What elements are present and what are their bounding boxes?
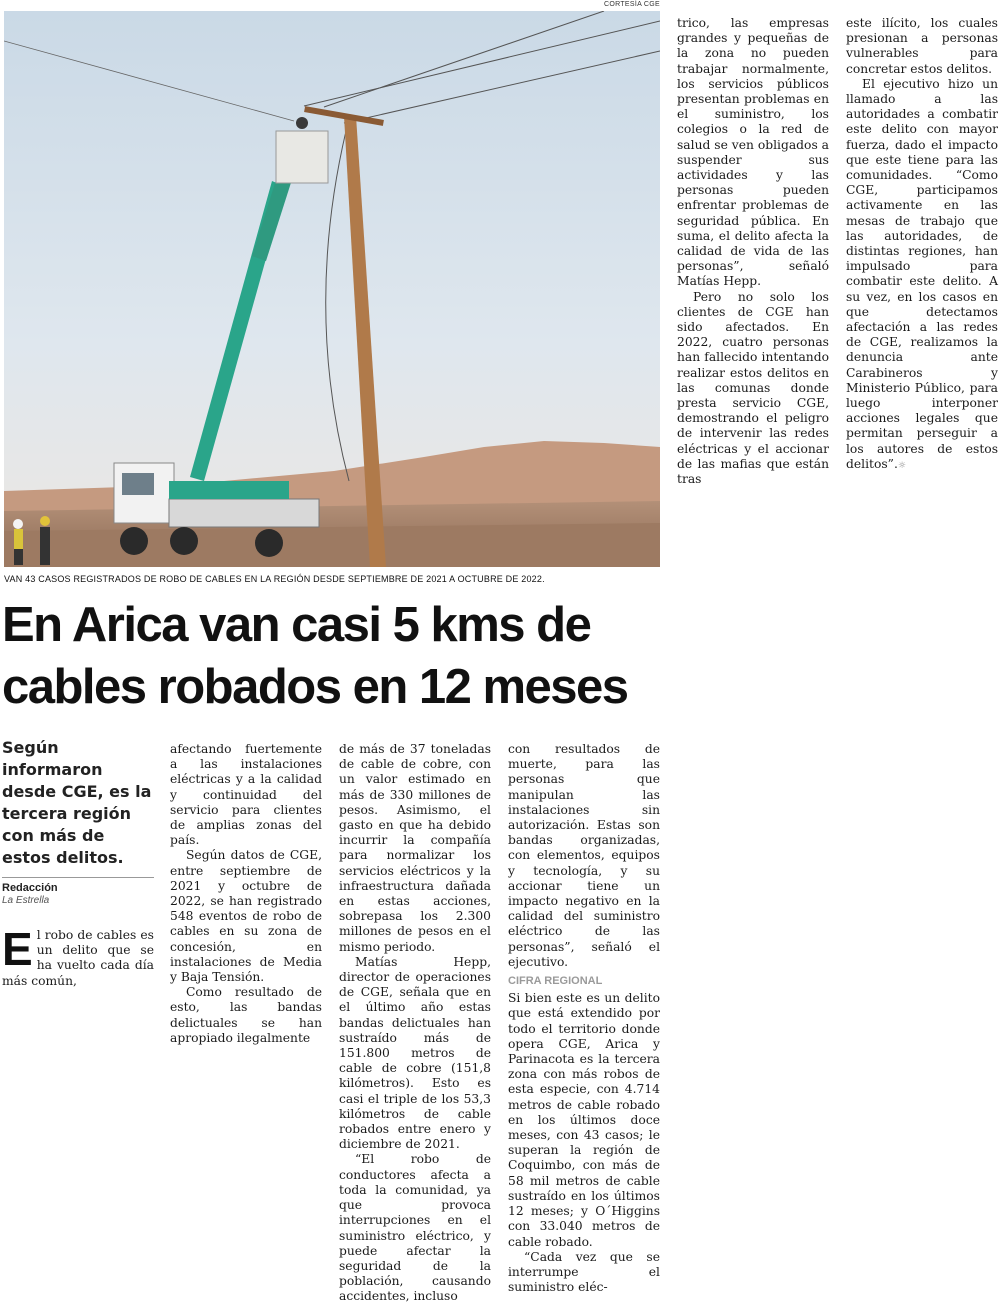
- article-paragraph: este ilícito, los cuales presionan a personas vulnerables para concretar estos delitos.: [846, 16, 998, 76]
- article-column-6: [846, 16, 998, 474]
- paragraph-text: El ejecutivo hizo un llamado a las autoridades a combatir este delito con mayor fuerza, dado el impacto que este tiene para las comunidades. “Como CGE, participamos activamente en las mesas de trabajo que las autoridades, de distintas regiones, han impulsado para combatir este delito. A su vez, en los casos en que detectamos afectación a las redes de CGE, realizamos la denuncia ante Carabineros y Ministerio Público, para luego interponer acciones legales que permitan perseguir a los autores de estos delitos”.: [846, 76, 998, 471]
- article-paragraph: Como resultado de esto, las bandas delictuales se han apropiado ilegalmente: [170, 985, 322, 1045]
- article-paragraph: Matías Hepp, director de operaciones de CGE, señala que en el último año estas bandas delictuales han sustraído más de 151.800 metros de cable de cobre (151,8 kilómetros). Esto es casi el triple de los 53,3 kilómetros de cable robados entre enero y diciembre de 2021.: [339, 954, 491, 1152]
- article-paragraph: “El robo de conductores afecta a toda la comunidad, ya que provoca interrupciones en el suministro eléctrico, y puede afectar la seguridad de la población, causando accidentes, incluso: [339, 1152, 491, 1304]
- article-paragraph: de más de 37 toneladas de cable de cobre, con un valor estimado en más de 330 millones de pesos. Asimismo, el gasto en que ha debido incurrir la compañía para normalizar los servicios eléctricos y la infraestructura dañada en estas acciones, sobrepasa los 2.300 millones de pesos en el mismo periodo.: [339, 742, 491, 954]
- article-paragraph: “Cada vez que se interrumpe el suministro eléc-: [508, 1249, 660, 1295]
- article-column-5: [677, 16, 829, 487]
- byline-divider: [2, 877, 154, 878]
- end-mark-icon: ☼: [897, 460, 906, 471]
- byline-source: La Estrella: [2, 895, 50, 906]
- article-paragraph: [2, 923, 154, 989]
- paragraph-text: l robo de cables es un delito que se ha vuelto cada día más común,: [2, 928, 154, 988]
- byline-author: Redacción: [2, 882, 58, 894]
- article-paragraph: con resultados de muerte, para las personas que manipulan las instalaciones sin autorización. Estas son bandas organizadas, con elementos, equipos y tecnología, y su accionar tiene un impacto negativo en la calidad del suministro eléctrico de las personas”, señaló el ejecutivo.: [508, 742, 660, 969]
- lead-summary: Según informaron desde CGE, es la tercera región con más de estos delitos.: [2, 738, 152, 867]
- article-photo: [4, 11, 660, 567]
- article-paragraph: Si bien este es un delito que está extendido por todo el territorio donde opera CGE, Arica y Parinacota es la tercera zona con más robos de esta especie, con 4.714 metros de cable robado en los últimos doce meses, con 43 casos; le superan la región de Coquimbo, con más de 58 mil metros de cable sustraído en los últimos 12 meses; y O´Higgins con 33.040 metros de cable robado.: [508, 991, 660, 1249]
- bucket-truck-photo: [4, 11, 660, 567]
- article-paragraph: [846, 77, 998, 474]
- article-column-3: [339, 742, 491, 1305]
- article-column-2: [170, 742, 322, 1046]
- photo-caption: VAN 43 CASOS REGISTRADOS DE ROBO DE CABLES EN LA REGIÓN DESDE SEPTIEMBRE DE 2021 A OCTUBRE DE 2022.: [4, 574, 545, 584]
- photo-credit: CORTESÍA CGE: [604, 1, 660, 8]
- article-paragraph: Según datos de CGE, entre septiembre de 2021 y octubre de 2022, se han registrado 548 eventos de robo de cables en su zona de concesión, en instalaciones de Media y Baja Tensión.: [170, 848, 322, 985]
- headline: En Arica van casi 5 kms de cables robados en 12 meses: [2, 598, 628, 714]
- article-paragraph: trico, las empresas grandes y pequeñas de la zona no pueden trabajar normalmente, los servicios públicos presentan problemas en el suministro, los colegios o la red de salud se ven obligados a suspender sus actividades y las personas pueden enfrentar problemas de seguridad pública. En suma, el delito afecta la calidad de vida de las personas”, señaló Matías Hepp.: [677, 16, 829, 289]
- drop-cap: E: [2, 923, 33, 975]
- article-column-1: [2, 923, 154, 989]
- section-subhead: CIFRA REGIONAL: [508, 975, 603, 988]
- article-paragraph: afectando fuertemente a las instalaciones eléctricas y a la calidad y continuidad del servicio para clientes de amplias zonas del país.: [170, 742, 322, 848]
- article-column-4: [508, 742, 660, 1295]
- article-paragraph: Pero no solo los clientes de CGE han sido afectados. En 2022, cuatro personas han fallecido intentando realizar estos delitos en las comunas donde presta servicio CGE, demostrando el peligro de intervenir las redes eléctricas y el accionar de las mafias que están tras: [677, 289, 829, 487]
